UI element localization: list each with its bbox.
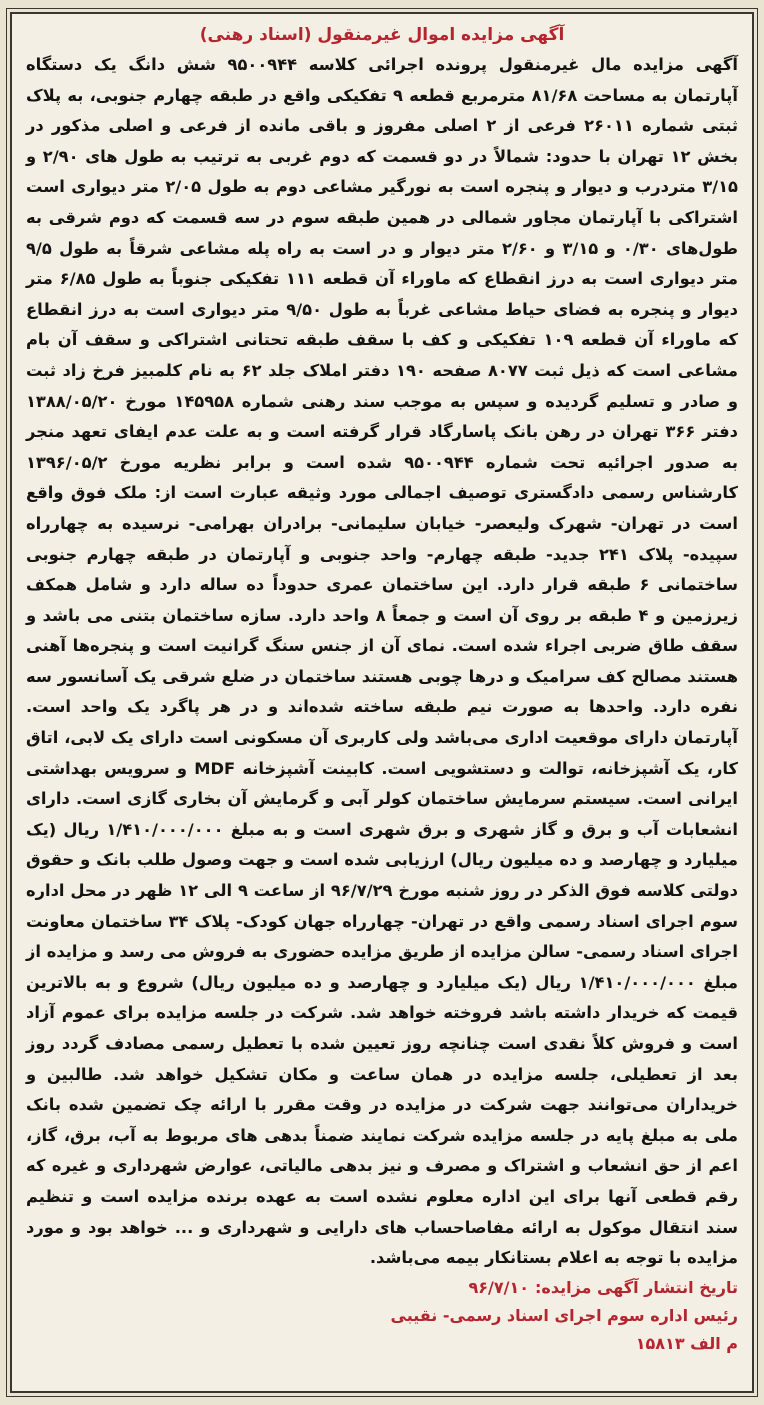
notice-body: آگهی مزایده مال غیرمنقول پرونده اجرائی کلاسه ۹۵۰۰۹۴۴ شش دانگ یک دستگاه آپارتمان به مساحت ۸۱/۶۸ مترمربع قطعه ۹ تفکیکی واقع در طبقه چهارم جنوبی، به پلاک ثبتی شماره ۲۶۰۱۱ فرعی از ۲ اصلی مفروز و باقی مانده از فرعی و اصلی مذکور در بخش ۱۲ تهران با حدود: شمالاً در دو قسمت که دوم غربی به ترتیب به طول های ۲/۹۰ و ۳/۱۵ متردرب و دیوار و پنجره است به نورگیر مشاعی دوم به طول ۲/۰۵ متر دیواری است اشتراکی با آپارتمان مجاور شمالی در همین طبقه سوم در سه قسمت که دوم شرقی به طول‌های ۰/۳۰ و ۳/۱۵ و ۲/۶۰ متر دیوار و در است به راه پله مشاعی شرقاً به طول ۹/۵ متر دیواری است به درز انقطاع که ماوراء آن قطعه ۱۱۱ تفکیکی جنوباً به طول ۶/۸۵ متر دیوار و پنجره به فضای حیاط مشاعی غرباً به طول ۹/۵۰ متر دیواری است به درز انقطاع که ماوراء آن قطعه ۱۰۹ تفکیکی و کف با سقف طبقه تحتانی اشتراکی و سقف آن بام مشاعی است که ذیل ثبت ۸۰۷۷ صفحه ۱۹۰ دفتر املاک جلد ۶۲ به نام کلمبیز فرخ زاد ثبت و صادر و تسلیم گردیده و سپس به موجب سند رهنی شماره ۱۴۵۹۵۸ مورخ ۱۳۸۸/۰۵/۲۰ دفتر ۳۶۶ تهران در رهن بانک پاسارگاد قرار گرفته است و به علت عدم ایفای تعهد منجر به صدور اجرائیه تحت شماره ۹۵۰۰۹۴۴ شده است و برابر نظریه مورخ ۱۳۹۶/۰۵/۲ کارشناس رسمی دادگستری توصیف اجمالی مورد وثیقه عبارت است از: ملک فوق واقع است در تهران- شهرک ولیعصر- خیابان سلیمانی- برادران بهرامی- نرسیده به چهارراه سپیده- پلاک ۲۴۱ جدید- طبقه چهارم- واحد جنوبی و آپارتمان در طبقه چهارم جنوبی ساختمانی ۶ طبقه قرار دارد. این ساختمان عمری حدوداً ده ساله دارد و شامل همکف زیرزمین و ۴ طبقه بر روی آن است و جمعاً ۸ واحد دارد. سازه ساختمان بتنی می باشد و سقف طاق ضربی اجراء شده است. نمای آن از جنس سنگ گرانیت است و پنجره‌ها آهنی هستند مصالح کف سرامیک و درها چوبی هستند ساختمان در ضلع شرقی یک آسانسور سه نفره دارد. واحدها به صورت نیم طبقه ساخته شده‌اند و در هر پاگرد یک واحد است. آپارتمان دارای موقعیت اداری می‌باشد ولی کاربری آن مسکونی است دارای یک لابی، اتاق کار، یک آشپزخانه، توالت و دستشویی است. کابینت آشپزخانه MDF و سرویس بهداشتی ایرانی است. سیستم سرمایش ساختمان کولر آبی و گرمایش آن بخاری گازی است. دارای انشعابات آب و برق و گاز شهری و برق شهری است و به مبلغ ۱/۴۱۰/۰۰۰/۰۰۰ ریال (یک میلیارد و چهارصد و ده میلیون ریال) ارزیابی شده است و جهت وصول طلب بانک و حقوق دولتی کلاسه فوق الذکر در روز شنبه مورخ ۹۶/۷/۲۹ از ساعت ۹ الی ۱۲ ظهر در محل اداره سوم اجرای اسناد رسمی واقع در تهران- چهارراه جهان کودک- پلاک ۳۴ ساختمان معاونت اجرای اسناد رسمی- سالن مزایده از طریق مزایده حضوری به فروش می رسد و مزایده از مبلغ ۱/۴۱۰/۰۰۰/۰۰۰ ریال (یک میلیارد و چهارصد و ده میلیون ریال) شروع و به بالاترین قیمت که خریدار داشته باشد فروخته خواهد شد. شرکت در جلسه مزایده برای عموم آزاد است و فروش کلاً نقدی است چنانچه روز تعیین شده با تعطیل رسمی مصادف گردد روز بعد از تعطیلی، جلسه مزایده در همان ساعت و مکان تشکیل خواهد شد. طالبین و خریداران می‌توانند جهت شرکت در مزایده در وقت مقرر با ارائه چک تضمین شده بانک ملی به مبلغ پایه در جلسه مزایده شرکت نمایند ضمناً بدهی های مربوط به آب، برق، گاز، اعم از حق انشعاب و اشتراک و مصرف و نیز بدهی مالیاتی، عوارض شهرداری و غیره که رقم قطعی آنها برای این اداره معلوم نشده است به عهده برنده مزایده است و تنظیم سند انتقال موکول به ارائه مفاصاحساب های دارایی و شهرداری و ... خواهد بود و مورد مزایده با توجه به اعلام بستانکار بیمه می‌باشد. [26,55,739,1268]
publish-date-label: تاریخ انتشار آگهی مزایده: [535,1277,738,1297]
notice-title: آگهی مزایده اموال غیرمنقول (اسناد رهنی) [199,25,565,45]
notice-frame [10,12,754,1393]
publish-date [26,1274,738,1302]
signatory: رئیس اداره سوم اجرای اسناد رسمی- نقیبی [390,1305,738,1325]
reference-number: م الف ۱۵۸۱۳ [635,1333,738,1353]
publish-date-value: ۹۶/۷/۱۰ [468,1277,530,1297]
